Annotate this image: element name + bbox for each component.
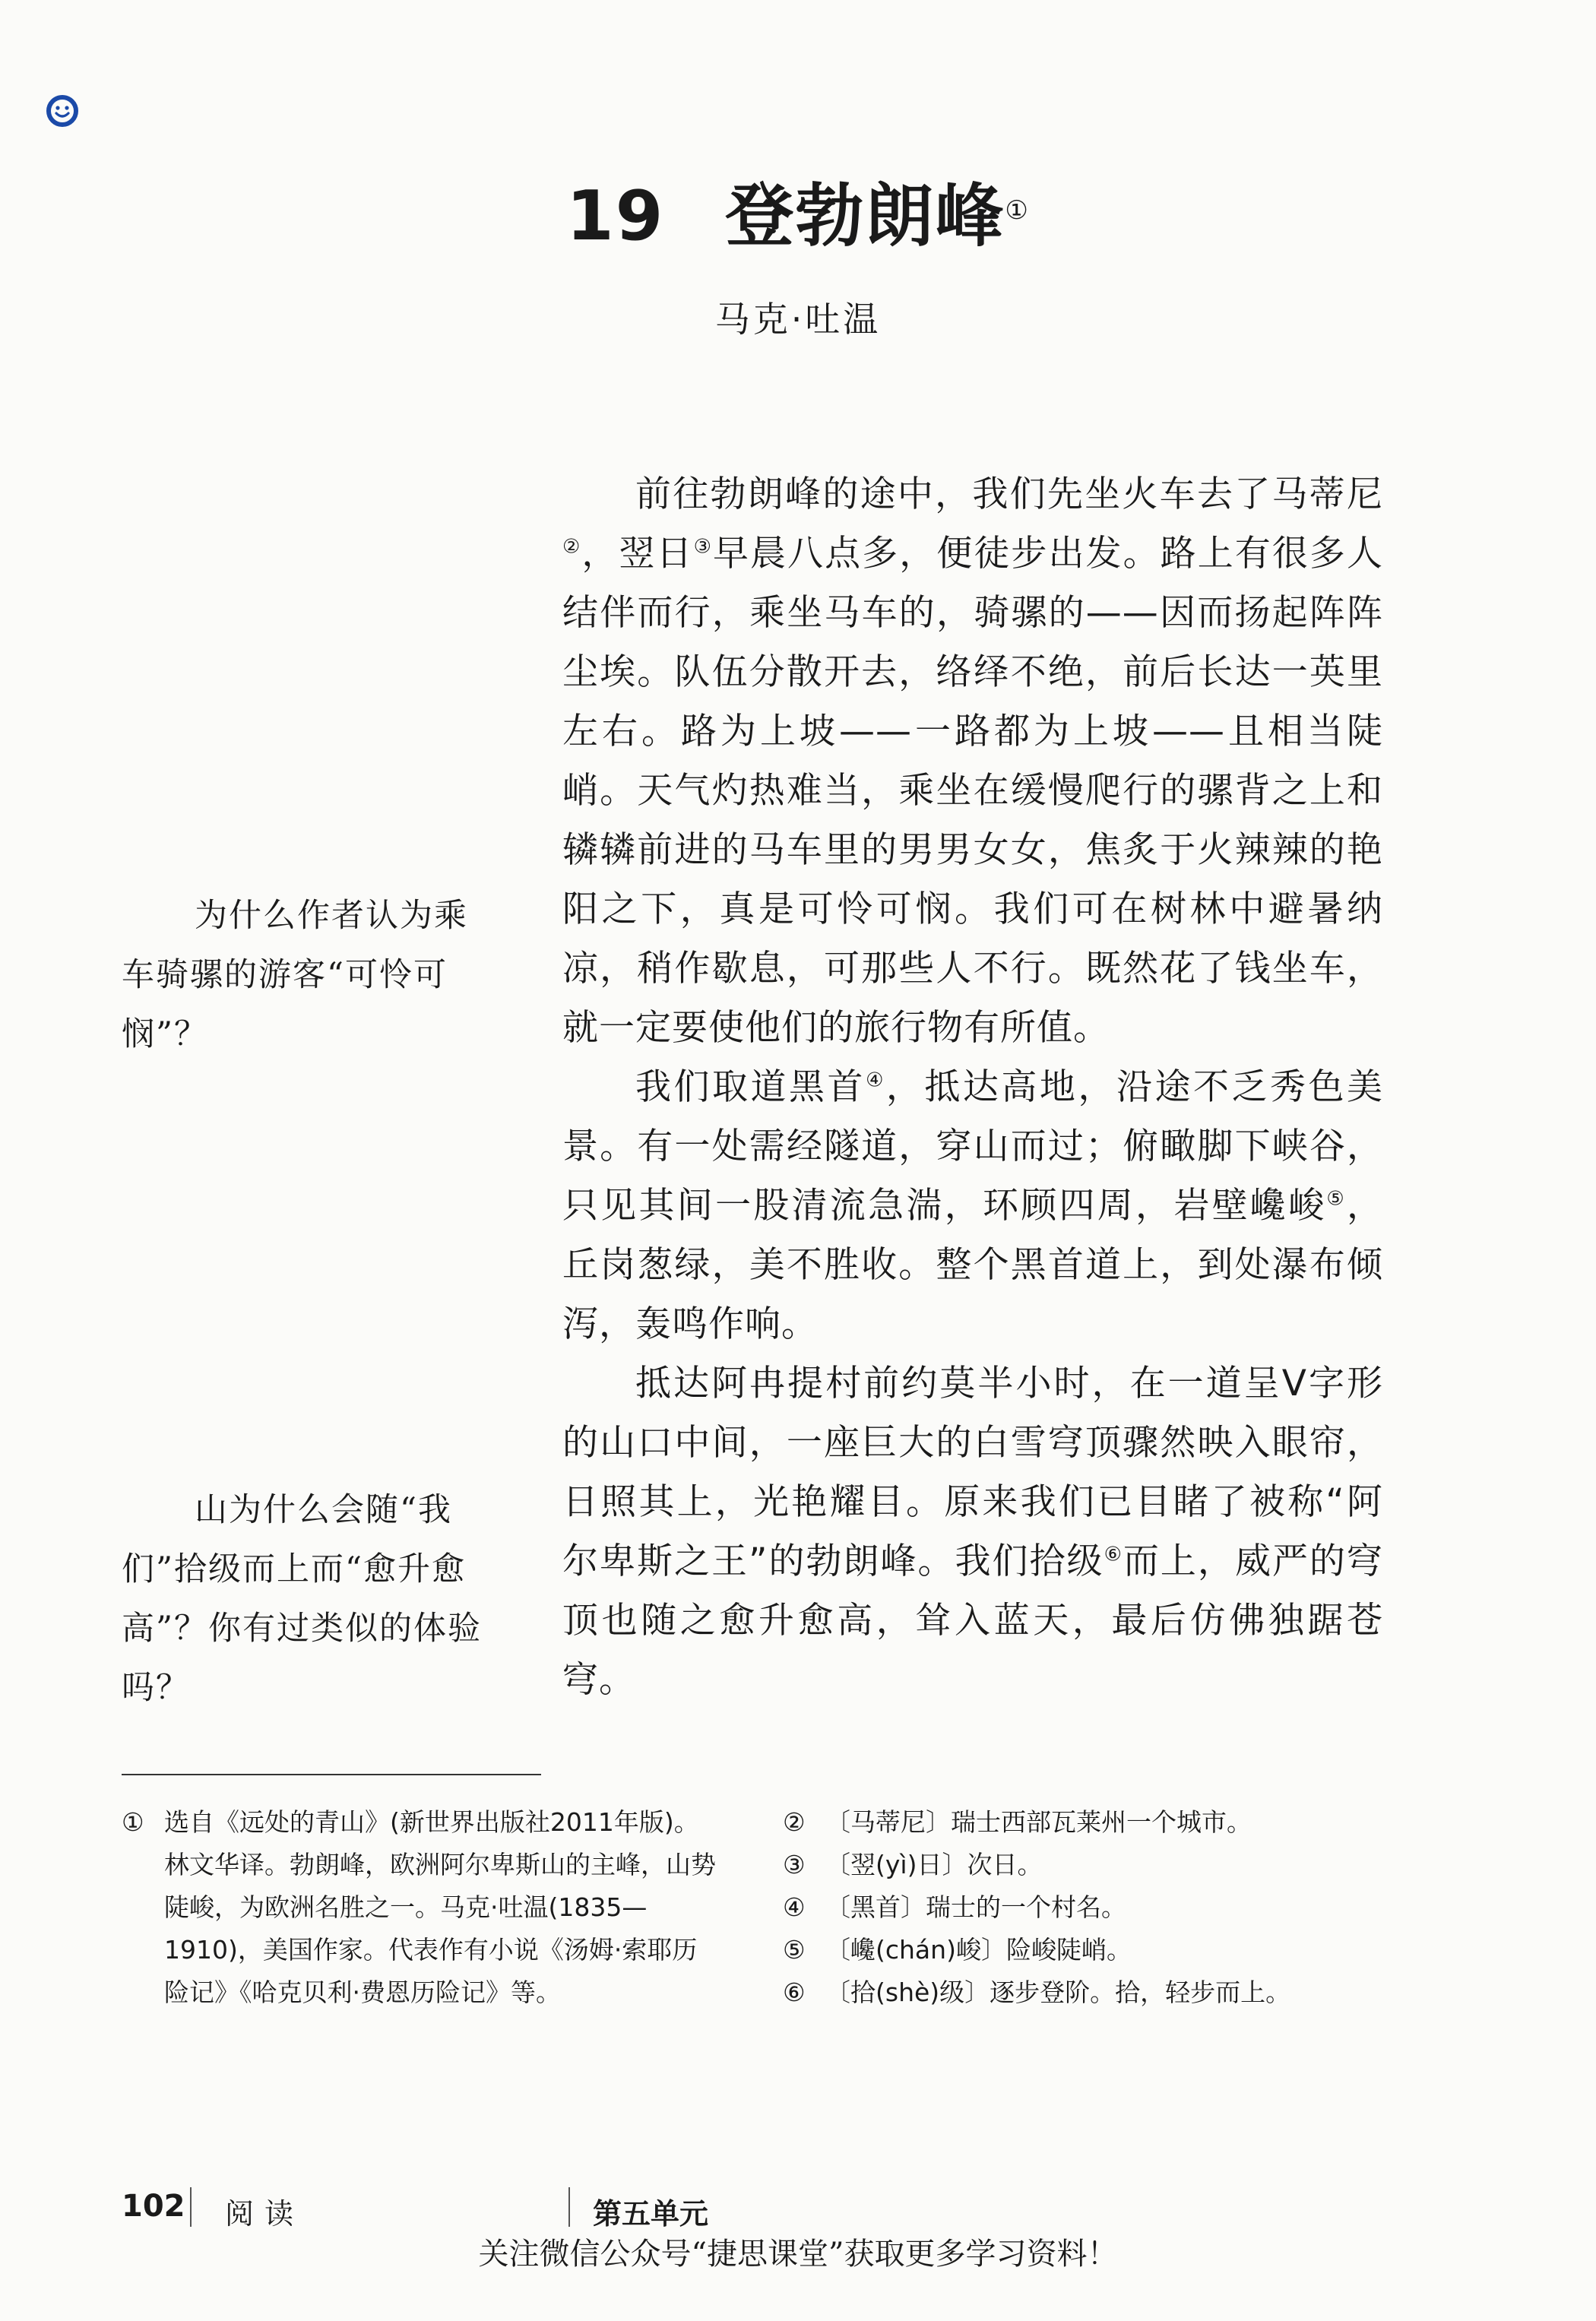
paragraph-text: 我们取道黑首 [635, 1066, 866, 1108]
footer-divider [568, 2187, 570, 2227]
footnote-number: ① [122, 1807, 144, 1837]
page-number: 102 [122, 2189, 185, 2224]
smiley-icon [46, 94, 79, 128]
footnote-item [783, 1844, 1467, 1886]
author-name: 马克·吐温 [714, 299, 882, 340]
paragraph-text: ，丘岗葱绿，美不胜收。整个黑首道上，到处瀑布倾泻，轰鸣作响。 [562, 1185, 1384, 1345]
footnote-marker: ⑥ [1104, 1543, 1123, 1566]
margin-question-2: 山为什么会随“我们”拾级而上而“愈升愈高”？你有过类似的体验吗？ [122, 1491, 482, 1707]
footnote-number: ② [783, 1807, 806, 1837]
footnote-number: ⑥ [783, 1977, 806, 2007]
paragraph-text: ，翌日 [581, 533, 694, 575]
paragraph-text: 抵达阿冉提村前约莫半小时，在一道呈V字形的山口中间，一座巨大的白雪穹顶骤然映入眼帘，日照其上，光艳耀目。原来我们已目睹了被称“阿尔卑斯之王”的勃朗峰。我们拾级 [562, 1363, 1383, 1582]
paragraph-1 [562, 465, 1383, 1058]
footnote-item [783, 1801, 1467, 1844]
footnote-number: ⑤ [783, 1935, 806, 1965]
unit-label: 第五单元 [593, 2197, 709, 2231]
lesson-number: 19 [566, 176, 665, 256]
promo-watermark: 关注微信公众号“捷思课堂”获取更多学习资料！ [478, 2237, 1118, 2272]
footnote-text: 〔马蒂尼〕瑞士西部瓦莱州一个城市。 [825, 1807, 1252, 1837]
paragraph-3 [562, 1354, 1383, 1710]
footnote-text: 选自《远处的青山》(新世界出版社2011年版)。林文华译。勃朗峰，欧洲阿尔卑斯山的主峰，山势陡峻，为欧洲名胜之一。马克·吐温(1835—1910)，美国作家。代表作有小说《汤姆·索耶历险记》《哈克贝利·费恩历险记》等。 [164, 1807, 716, 2007]
paragraph-text: 而上，威严的穹顶也随之愈升愈高，耸入蓝天，最后仿佛独踞苍穹。 [562, 1540, 1383, 1701]
footnote-number: ④ [783, 1892, 806, 1922]
footnote-text: 〔黑首〕瑞士的一个村名。 [825, 1892, 1126, 1922]
footnote-marker: ② [562, 535, 582, 559]
page-footer [0, 2181, 1596, 2234]
paragraph-text: ，抵达高地，沿途不乏秀色美景。有一处需经隧道，穿山而过；俯瞰脚下峡谷，只见其间一股清流急湍，环顾四周，岩壁巉峻 [562, 1066, 1384, 1227]
footnote-divider [122, 1774, 541, 1775]
footnote-item [122, 1801, 722, 2014]
footnote-marker: ⑤ [1326, 1187, 1347, 1211]
footnote-number: ③ [783, 1850, 806, 1879]
margin-question-1: 为什么作者认为乘车骑骡的游客“可怜可悯”？ [122, 897, 468, 1053]
lesson-title [0, 171, 1596, 262]
footnote-text: 〔翌(yì)日〕次日。 [825, 1850, 1043, 1879]
lesson-title-text: 登勃朗峰 [725, 176, 1005, 256]
footnote-marker: ④ [866, 1069, 886, 1092]
title-footnote-marker: ① [1005, 195, 1030, 226]
paragraph-2 [562, 1058, 1383, 1354]
footnote-item [783, 1929, 1467, 1971]
footnotes-left-column [122, 1801, 722, 2014]
section-label: 阅读 [225, 2197, 305, 2231]
footnotes-right-column [783, 1801, 1467, 2014]
footnote-item [783, 1971, 1467, 2014]
footnote-marker: ③ [693, 535, 713, 559]
footnote-text: 〔巉(chán)峻〕险峻陡峭。 [825, 1935, 1132, 1965]
paragraph-text: 前往勃朗峰的途中，我们先坐火车去了马蒂尼 [635, 473, 1383, 515]
footer-divider [190, 2187, 192, 2227]
paragraph-text: 早晨八点多，便徒步出发。路上有很多人结伴而行，乘坐马车的，骑骡的——因而扬起阵阵尘埃。队伍分散开去，络绎不绝，前后长达一英里左右。路为上坡——一路都为上坡——且相当陡峭。天气灼热难当，乘坐在缓慢爬行的骡背之上和辚辚前进的马车里的男男女女，焦炙于火辣辣的艳阳之下，真是可怜可悯。我们可在树林中避暑纳凉，稍作歇息，可那些人不行。既然花了钱坐车，就一定要使他们的旅行物有所值。 [562, 533, 1383, 1049]
footnote-text: 〔拾(shè)级〕逐步登阶。拾，轻步而上。 [825, 1977, 1291, 2007]
footnote-item [783, 1886, 1467, 1929]
article-body [562, 465, 1383, 1710]
